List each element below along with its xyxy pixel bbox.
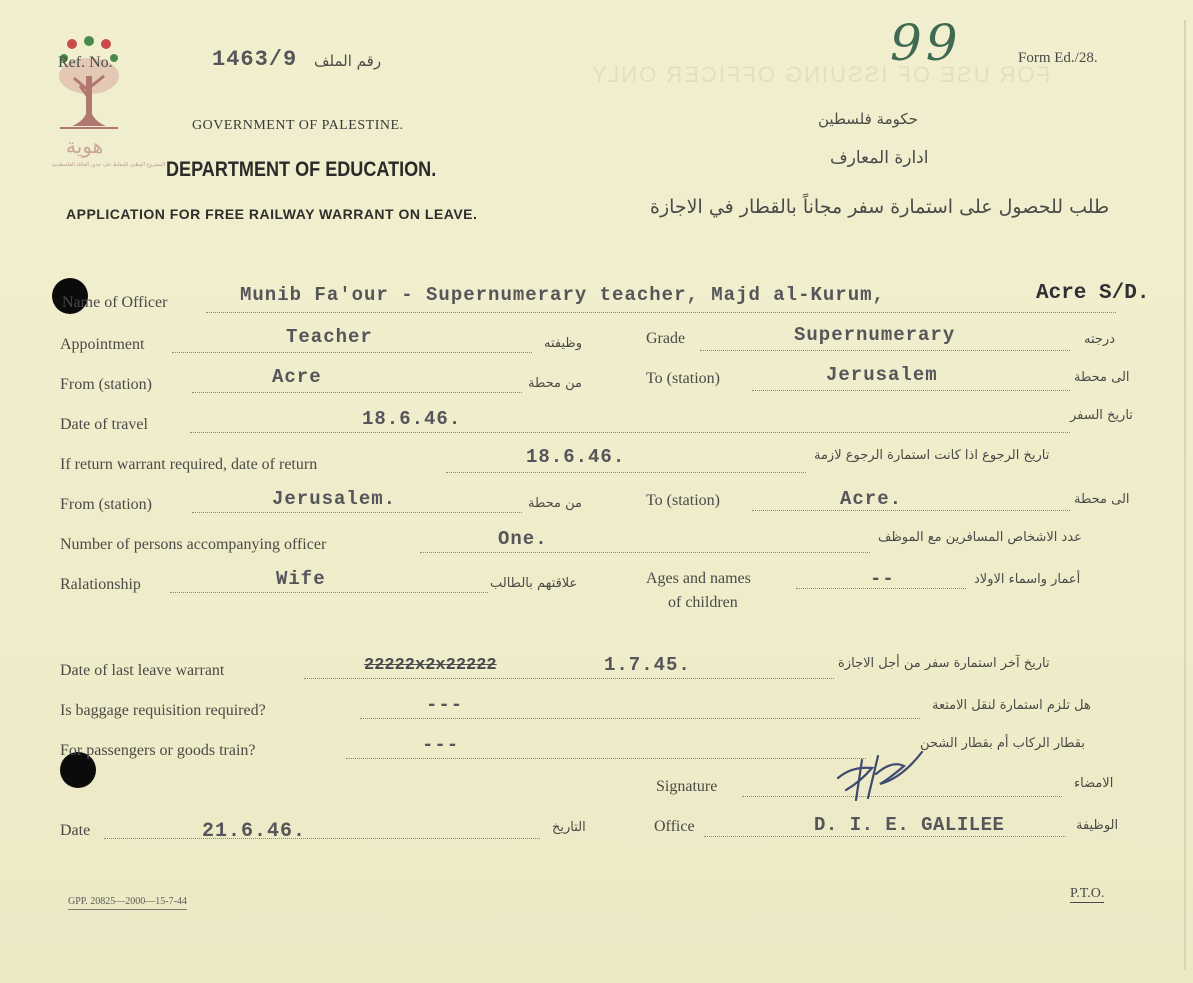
to-station-2-value: Acre. (840, 488, 903, 510)
date-of-travel-value: 18.6.46. (362, 408, 462, 430)
relationship-ar: علاقتهم بالطالب (490, 576, 578, 591)
application-title: APPLICATION FOR FREE RAILWAY WARRANT ON LEAVE. (66, 206, 478, 222)
government-title-ar: حكومة فلسطين (818, 110, 918, 128)
name-of-officer-label: Name of Officer (62, 294, 168, 311)
to-station-1-label: To (station) (646, 370, 720, 387)
handwritten-signature (832, 738, 932, 804)
last-leave-ar: تاريخ آخر استمارة سفر من أجل الاجازة (838, 656, 1050, 671)
date-label: Date (60, 822, 91, 839)
page-number: 99 (890, 14, 962, 72)
persons-value: One. (498, 528, 548, 550)
baggage-label: Is baggage requisition required? (60, 702, 266, 719)
appointment-value: Teacher (286, 326, 373, 348)
last-leave-value: 1.7.45. (604, 654, 691, 676)
to-station-2-ar: الى محطة (1074, 492, 1130, 507)
signature-ar: الامضاء (1074, 776, 1114, 791)
return-date-label: If return warrant required, date of return (60, 456, 318, 473)
relationship-value: Wife (276, 568, 326, 590)
department-title-ar: ادارة المعارف (830, 148, 929, 168)
from-station-1-value: Acre (272, 366, 322, 388)
file-number: 1463/9 (212, 47, 298, 72)
department-title: DEPARTMENT OF EDUCATION. (166, 158, 437, 181)
last-leave-struck-value: 22222x2x22222 (364, 656, 497, 675)
office-label: Office (654, 818, 695, 835)
from-station-2-ar: من محطة (528, 496, 582, 511)
baggage-ar: هل تلزم استمارة لنقل الامتعة (932, 698, 1091, 713)
grade-ar: درجته (1084, 332, 1115, 347)
return-date-ar: تاريخ الرجوع اذا كانت استمارة الرجوع لازمة (814, 448, 1050, 463)
children-label-1: Ages and names (646, 570, 751, 587)
grade-label: Grade (646, 330, 686, 347)
printer-code: GPP. 20825—2000—15-7-44 (68, 896, 187, 910)
name-of-officer-value-tail: Acre S/D. (1036, 282, 1150, 305)
children-label-2: of children (668, 594, 738, 611)
children-value: -- (870, 568, 895, 590)
to-station-2-label: To (station) (646, 492, 720, 509)
form-code: Form Ed./28. (1018, 50, 1098, 66)
page-edge-right (1184, 20, 1186, 970)
logo-subcaption: المشروع الوطني للحفاظ على جذور العائلة الفلسطينية (52, 162, 165, 168)
date-value: 21.6.46. (202, 820, 307, 843)
relationship-label: Ralationship (60, 576, 141, 593)
from-station-2-label: From (station) (60, 496, 152, 513)
file-number-ar: رقم الملف (314, 52, 382, 70)
train-type-label: For passengers or goods train? (60, 742, 256, 759)
from-station-1-label: From (station) (60, 376, 152, 393)
pto-note: P.T.O. (1070, 886, 1105, 901)
train-type-value: --- (422, 734, 460, 756)
government-title: GOVERNMENT OF PALESTINE. (192, 118, 404, 133)
signature-label: Signature (656, 778, 718, 795)
bleed-through-text: FOR USE OF ISSUING OFFICER ONLY (590, 62, 1051, 87)
persons-ar: عدد الاشخاص المسافرين مع الموظف (878, 530, 1082, 545)
logo-caption: هوية (66, 134, 104, 158)
return-date-value: 18.6.46. (526, 446, 626, 468)
ref-label: Ref. No. (58, 54, 113, 71)
office-ar: الوظيفة (1076, 818, 1119, 833)
from-station-2-value: Jerusalem. (272, 488, 397, 510)
from-station-1-ar: من محطة (528, 376, 582, 391)
grade-value: Supernumerary (794, 324, 956, 346)
to-station-1-ar: الى محطة (1074, 370, 1130, 385)
tree-icon (52, 36, 126, 136)
appointment-label: Appointment (60, 336, 145, 353)
baggage-value: --- (426, 694, 464, 716)
train-type-ar: بقطار الركاب أم بقطار الشحن (920, 736, 1085, 751)
name-of-officer-value: Munib Fa'our - Supernumerary teacher, Majd al-Kurum, (240, 284, 885, 306)
date-of-travel-label: Date of travel (60, 416, 148, 433)
date-ar: التاريخ (552, 820, 586, 835)
appointment-ar: وظيفته (544, 336, 583, 351)
date-of-travel-ar: تاريخ السفر (1070, 408, 1133, 423)
application-title-ar: طلب للحصول على استمارة سفر مجاناً بالقطار في الاجازة (650, 196, 1110, 218)
children-ar: أعمار واسماء الاولاد (974, 572, 1081, 587)
last-leave-label: Date of last leave warrant (60, 662, 225, 679)
persons-label: Number of persons accompanying officer (60, 536, 327, 553)
office-value: D. I. E. GALILEE (814, 814, 1005, 836)
to-station-1-value: Jerusalem (826, 364, 938, 386)
